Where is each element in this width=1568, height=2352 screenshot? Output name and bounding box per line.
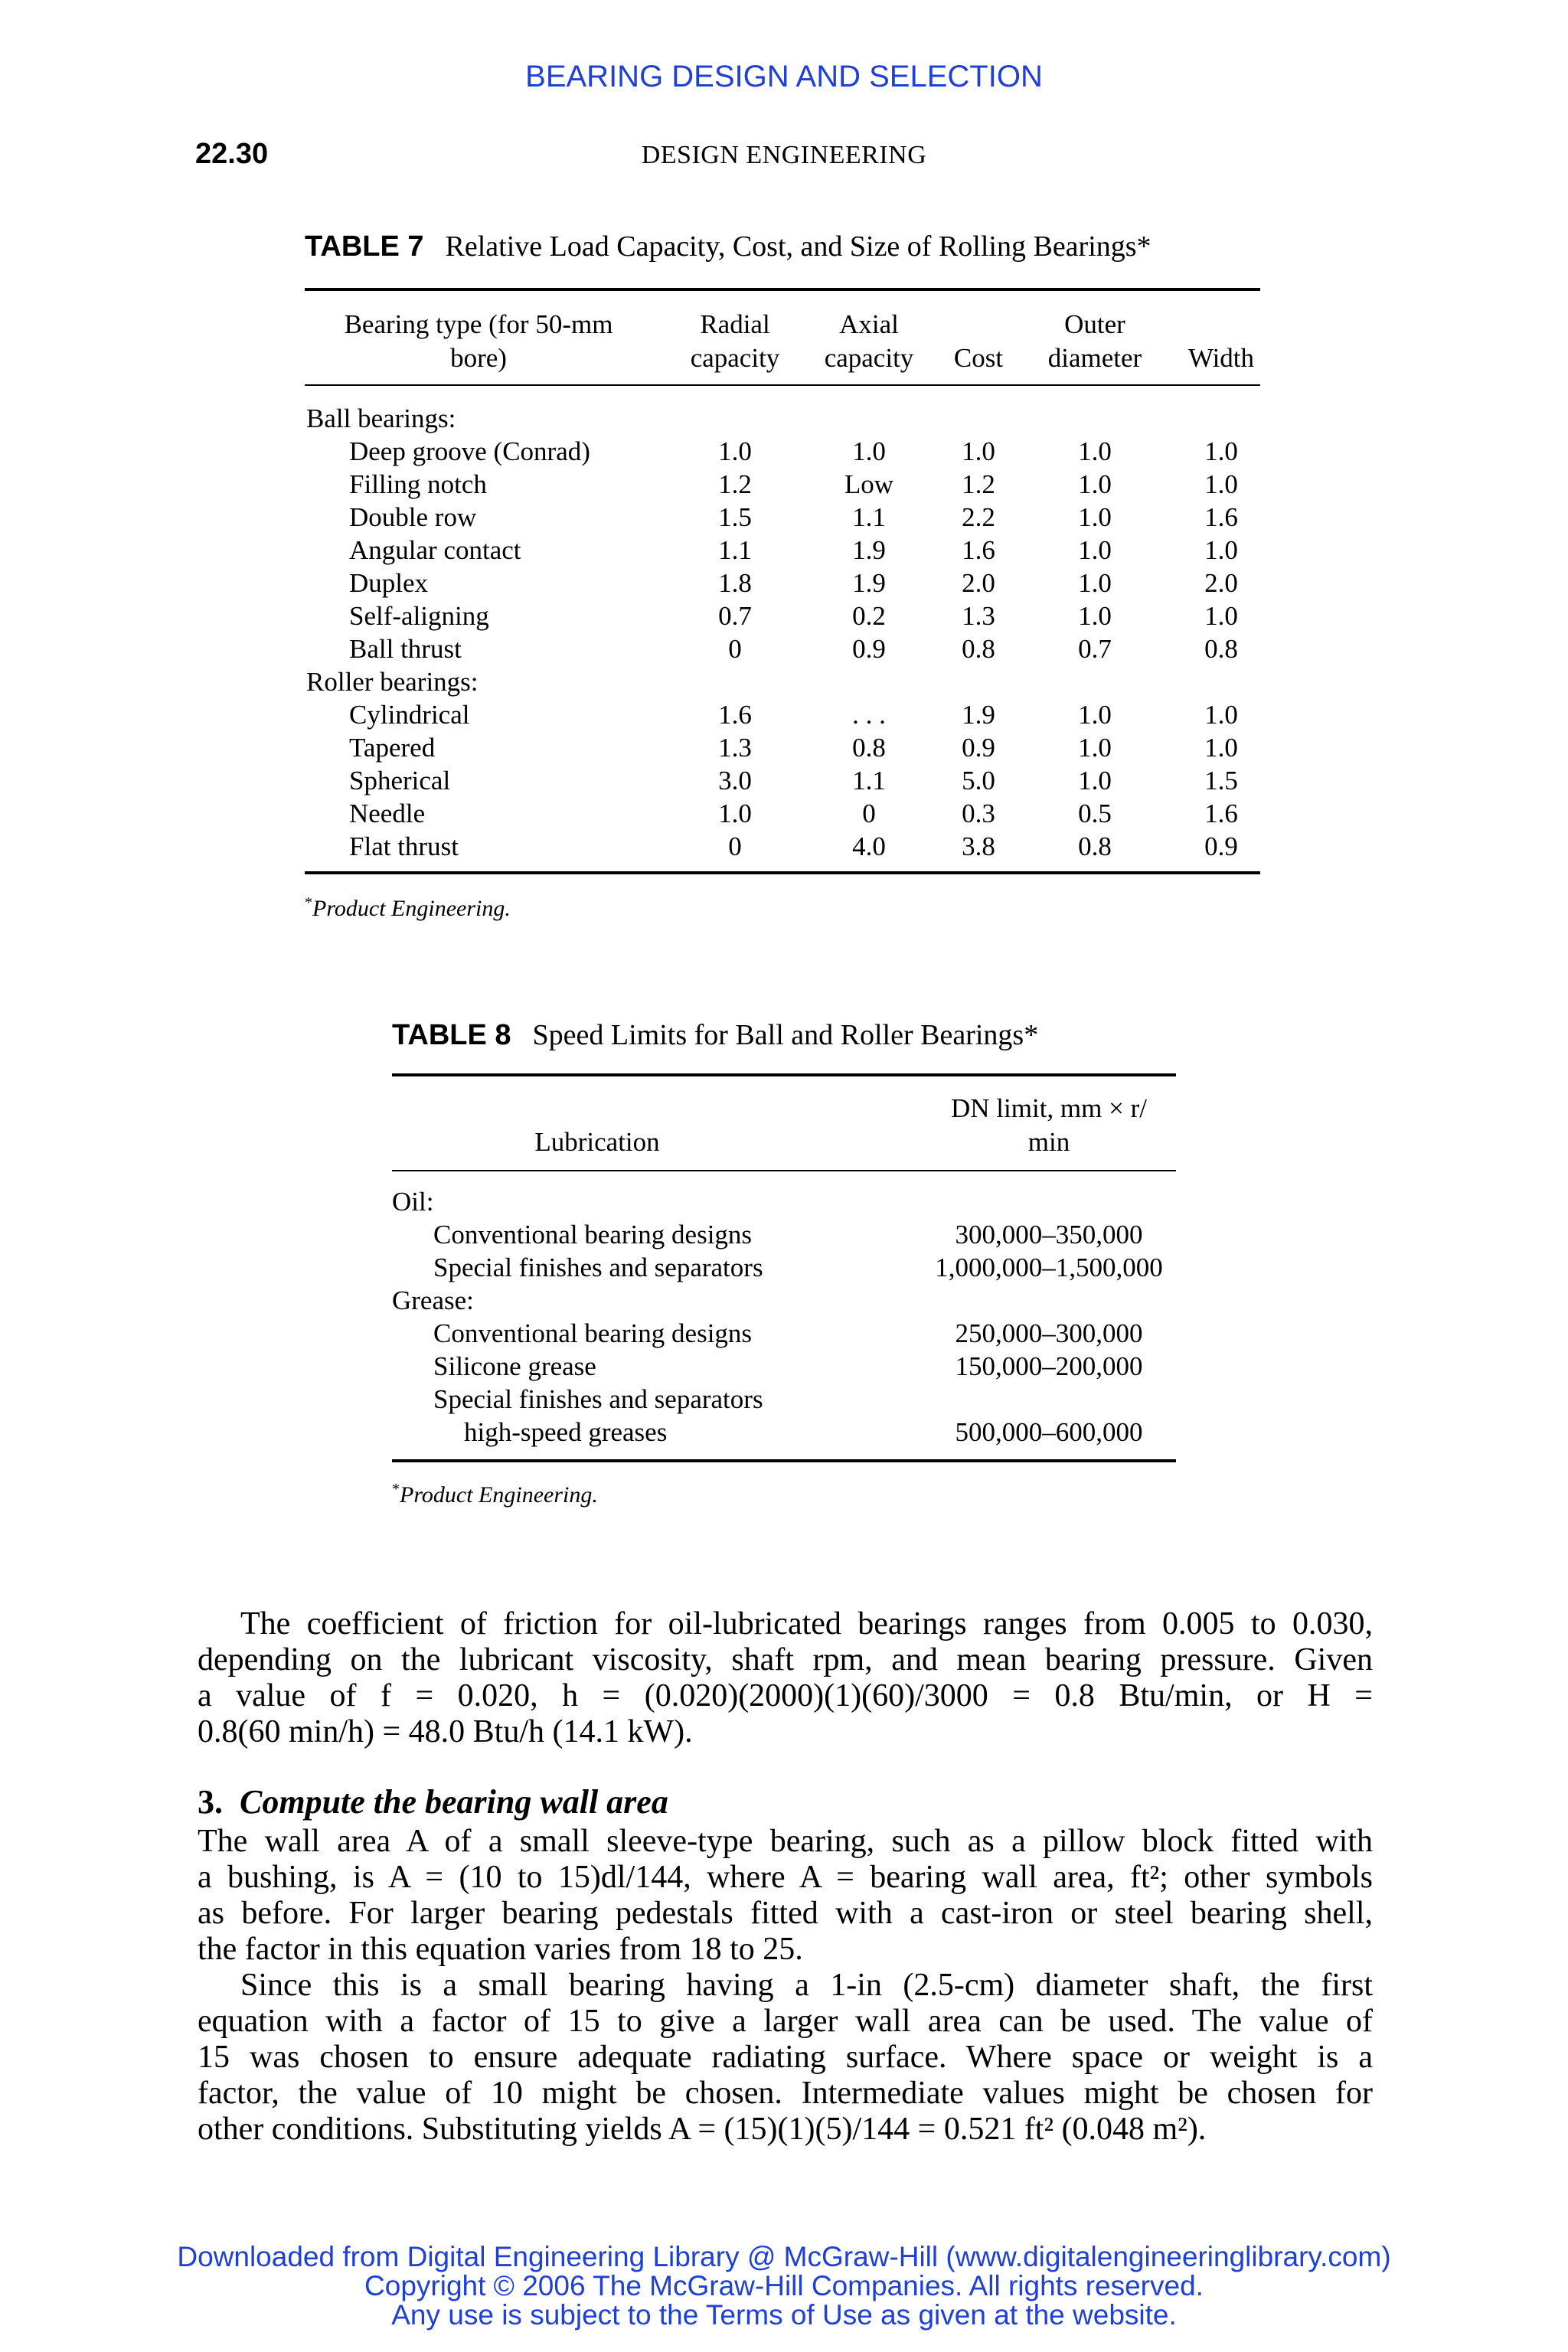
cost-value: 0.9 bbox=[962, 733, 995, 763]
footer-terms: Any use is subject to the Terms of Use as given at the website. bbox=[391, 2299, 1177, 2331]
group-oil: Oil: bbox=[392, 1187, 434, 1217]
text-line: depending on the lubricant viscosity, shaft rpm, and mean bearing pressure. Given bbox=[198, 1642, 1373, 1677]
group-ball-bearings: Ball bearings: bbox=[306, 403, 456, 433]
radial-value: 1.0 bbox=[718, 436, 752, 466]
header-type-2: bore) bbox=[450, 343, 507, 373]
row-name: Self-aligning bbox=[349, 601, 489, 631]
group-grease: Grease: bbox=[392, 1285, 474, 1315]
table7-bottom-rule bbox=[305, 871, 1260, 874]
width-value: 1.5 bbox=[1204, 766, 1238, 795]
radial-value: 0 bbox=[728, 831, 742, 861]
row-name: Tapered bbox=[349, 733, 436, 763]
table7-top-rule bbox=[305, 288, 1260, 291]
axial-value: 0.9 bbox=[852, 634, 886, 664]
table8-caption bbox=[392, 1018, 1038, 1052]
radial-value: 1.5 bbox=[718, 502, 752, 532]
header-axial-1: Axial bbox=[839, 309, 899, 339]
row-name: Special finishes and separators bbox=[433, 1384, 763, 1414]
axial-value: 1.9 bbox=[852, 568, 886, 598]
radial-value: 0 bbox=[728, 634, 742, 664]
text-line: a bushing, is A = (10 to 15)dl/144, where A = bearing wall area, ft²; other symbols bbox=[198, 1860, 1373, 1895]
axial-value: 1.0 bbox=[852, 436, 886, 466]
radial-value: 1.0 bbox=[718, 799, 752, 828]
table7-title: Relative Load Capacity, Cost, and Size of Rolling Bearings* bbox=[445, 230, 1152, 263]
radial-value: 3.0 bbox=[718, 766, 752, 795]
radial-value: 0.7 bbox=[718, 601, 752, 631]
cost-value: 0.3 bbox=[962, 799, 995, 828]
row-name: Ball thrust bbox=[349, 634, 462, 664]
row-name: Flat thrust bbox=[349, 831, 459, 861]
header-cost: Cost bbox=[953, 343, 1004, 373]
radial-value: 1.2 bbox=[718, 469, 752, 499]
table7-header-rule bbox=[305, 384, 1260, 386]
row-name: Conventional bearing designs bbox=[433, 1318, 753, 1348]
footnote-text: Product Engineering. bbox=[312, 896, 511, 921]
dn-value: 250,000–300,000 bbox=[955, 1318, 1143, 1348]
width-value: 1.0 bbox=[1204, 700, 1238, 730]
text-line: Since this is a small bearing having a 1-in (2.5-cm) diameter shaft, the first bbox=[240, 1968, 1373, 2003]
width-value: 1.6 bbox=[1204, 502, 1238, 532]
paragraph-substitution bbox=[198, 1968, 1373, 2148]
header-dn-1: DN limit, mm × r/ bbox=[951, 1093, 1147, 1123]
text-line: equation with a factor of 15 to give a larger wall area can be used. The value of bbox=[198, 2004, 1373, 2039]
cost-value: 2.2 bbox=[962, 502, 995, 532]
row-name-continued: high-speed greases bbox=[464, 1417, 668, 1447]
table8-bottom-rule bbox=[392, 1459, 1176, 1462]
cost-value: 0.8 bbox=[962, 634, 995, 664]
axial-value: 0.8 bbox=[852, 733, 886, 763]
axial-value: 0.2 bbox=[852, 601, 886, 631]
outer-value: 1.0 bbox=[1078, 502, 1112, 532]
table7-label: TABLE 7 bbox=[305, 230, 424, 263]
width-value: 1.0 bbox=[1204, 436, 1238, 466]
cost-value: 1.0 bbox=[962, 436, 995, 466]
footnote-mark: * bbox=[305, 894, 312, 911]
header-lubrication: Lubrication bbox=[534, 1127, 660, 1157]
cost-value: 1.2 bbox=[962, 469, 995, 499]
text-line: the factor in this equation varies from 18 to 25. bbox=[198, 1932, 803, 1967]
table7-caption bbox=[305, 230, 1152, 263]
text-line: 15 was chosen to ensure adequate radiating surface. Where space or weight is a bbox=[198, 2040, 1373, 2075]
text-line: The wall area A of a small sleeve-type bearing, such as a pillow block fitted with bbox=[198, 1824, 1373, 1859]
running-head: DESIGN ENGINEERING bbox=[641, 141, 927, 169]
radial-value: 1.1 bbox=[718, 535, 752, 565]
cost-value: 1.3 bbox=[962, 601, 995, 631]
table8-header-rule bbox=[392, 1170, 1176, 1171]
dn-value: 150,000–200,000 bbox=[955, 1351, 1143, 1381]
step-heading bbox=[198, 1782, 668, 1821]
row-name: Double row bbox=[349, 502, 477, 532]
axial-value: 4.0 bbox=[852, 831, 886, 861]
width-value: 1.0 bbox=[1204, 733, 1238, 763]
outer-value: 0.5 bbox=[1078, 799, 1112, 828]
cost-value: 1.9 bbox=[962, 700, 995, 730]
header-type-1: Bearing type (for 50-mm bbox=[344, 309, 613, 339]
text-line: 0.8(60 min/h) = 48.0 Btu/h (14.1 kW). bbox=[198, 1714, 693, 1749]
outer-value: 0.8 bbox=[1078, 831, 1112, 861]
header-outer-1: Outer bbox=[1064, 309, 1125, 339]
row-name: Silicone grease bbox=[433, 1351, 596, 1381]
row-name: Deep groove (Conrad) bbox=[349, 436, 590, 466]
width-value: 1.0 bbox=[1204, 601, 1238, 631]
outer-value: 1.0 bbox=[1078, 766, 1112, 795]
outer-value: 1.0 bbox=[1078, 436, 1112, 466]
axial-value: 1.1 bbox=[852, 502, 886, 532]
table7-footnote bbox=[305, 894, 511, 922]
axial-value: 0 bbox=[862, 799, 876, 828]
page-number: 22.30 bbox=[195, 138, 269, 170]
header-radial-1: Radial bbox=[700, 309, 770, 339]
text-line: as before. For larger bearing pedestals fitted with a cast-iron or steel bearing shell, bbox=[198, 1896, 1373, 1931]
row-name: Filling notch bbox=[349, 469, 487, 499]
width-value: 1.6 bbox=[1204, 799, 1238, 828]
text-line: The coefficient of friction for oil-lubricated bearings ranges from 0.005 to 0.030, bbox=[240, 1606, 1373, 1642]
outer-value: 1.0 bbox=[1078, 535, 1112, 565]
width-value: 1.0 bbox=[1204, 535, 1238, 565]
row-name: Needle bbox=[349, 799, 426, 828]
row-name: Special finishes and separators bbox=[433, 1253, 763, 1282]
header-outer-2: diameter bbox=[1047, 343, 1142, 373]
header-dn-2: min bbox=[1027, 1127, 1070, 1157]
axial-value: 1.9 bbox=[852, 535, 886, 565]
axial-value: . . . bbox=[852, 700, 886, 730]
paragraph-wall-area bbox=[198, 1824, 1373, 1968]
cost-value: 1.6 bbox=[962, 535, 995, 565]
cost-value: 3.8 bbox=[962, 831, 995, 861]
row-name: Spherical bbox=[349, 766, 451, 795]
dn-value: 1,000,000–1,500,000 bbox=[935, 1253, 1163, 1282]
radial-value: 1.3 bbox=[718, 733, 752, 763]
table8-label: TABLE 8 bbox=[392, 1019, 511, 1051]
table8-top-rule bbox=[392, 1073, 1176, 1076]
dn-value: 500,000–600,000 bbox=[955, 1417, 1143, 1447]
paragraph-friction bbox=[198, 1606, 1373, 1750]
text-line: a value of f = 0.020, h = (0.020)(2000)(1)(60)/3000 = 0.8 Btu/min, or H = bbox=[198, 1678, 1373, 1713]
width-value: 0.9 bbox=[1204, 831, 1238, 861]
step-number: 3. bbox=[198, 1783, 223, 1821]
header-width: Width bbox=[1187, 343, 1255, 373]
table8-title: Speed Limits for Ball and Roller Bearings* bbox=[532, 1019, 1039, 1051]
row-name: Conventional bearing designs bbox=[433, 1220, 753, 1250]
header-axial-2: capacity bbox=[824, 343, 914, 373]
header-radial-2: capacity bbox=[690, 343, 780, 373]
footnote-mark: * bbox=[392, 1481, 400, 1498]
group-roller-bearings: Roller bearings: bbox=[306, 667, 479, 697]
row-name: Angular contact bbox=[349, 535, 521, 565]
width-value: 2.0 bbox=[1204, 568, 1238, 598]
radial-value: 1.8 bbox=[718, 568, 752, 598]
width-value: 0.8 bbox=[1204, 634, 1238, 664]
outer-value: 1.0 bbox=[1078, 700, 1112, 730]
outer-value: 0.7 bbox=[1078, 634, 1112, 664]
outer-value: 1.0 bbox=[1078, 568, 1112, 598]
width-value: 1.0 bbox=[1204, 469, 1238, 499]
book-banner: BEARING DESIGN AND SELECTION bbox=[525, 60, 1043, 93]
footer-copyright: Copyright © 2006 The McGraw-Hill Companies. All rights reserved. bbox=[364, 2270, 1204, 2301]
cost-value: 5.0 bbox=[962, 766, 995, 795]
table8-footnote bbox=[392, 1481, 598, 1508]
footer-download-notice: Downloaded from Digital Engineering Library @ McGraw-Hill (www.digitalengineeringlibrary.com) bbox=[177, 2241, 1391, 2272]
cost-value: 2.0 bbox=[962, 568, 995, 598]
outer-value: 1.0 bbox=[1078, 469, 1112, 499]
radial-value: 1.6 bbox=[718, 700, 752, 730]
row-name: Cylindrical bbox=[349, 700, 470, 730]
step-title: Compute the bearing wall area bbox=[240, 1783, 668, 1821]
outer-value: 1.0 bbox=[1078, 601, 1112, 631]
outer-value: 1.0 bbox=[1078, 733, 1112, 763]
dn-value: 300,000–350,000 bbox=[955, 1220, 1143, 1250]
text-line: factor, the value of 10 might be chosen. Intermediate values might be chosen for bbox=[198, 2076, 1373, 2111]
axial-value: 1.1 bbox=[852, 766, 886, 795]
row-name: Duplex bbox=[349, 568, 429, 598]
footnote-text: Product Engineering. bbox=[400, 1482, 598, 1508]
axial-value: Low bbox=[844, 469, 894, 499]
text-line: other conditions. Substituting yields A = (15)(1)(5)/144 = 0.521 ft² (0.048 m²). bbox=[198, 2112, 1207, 2147]
